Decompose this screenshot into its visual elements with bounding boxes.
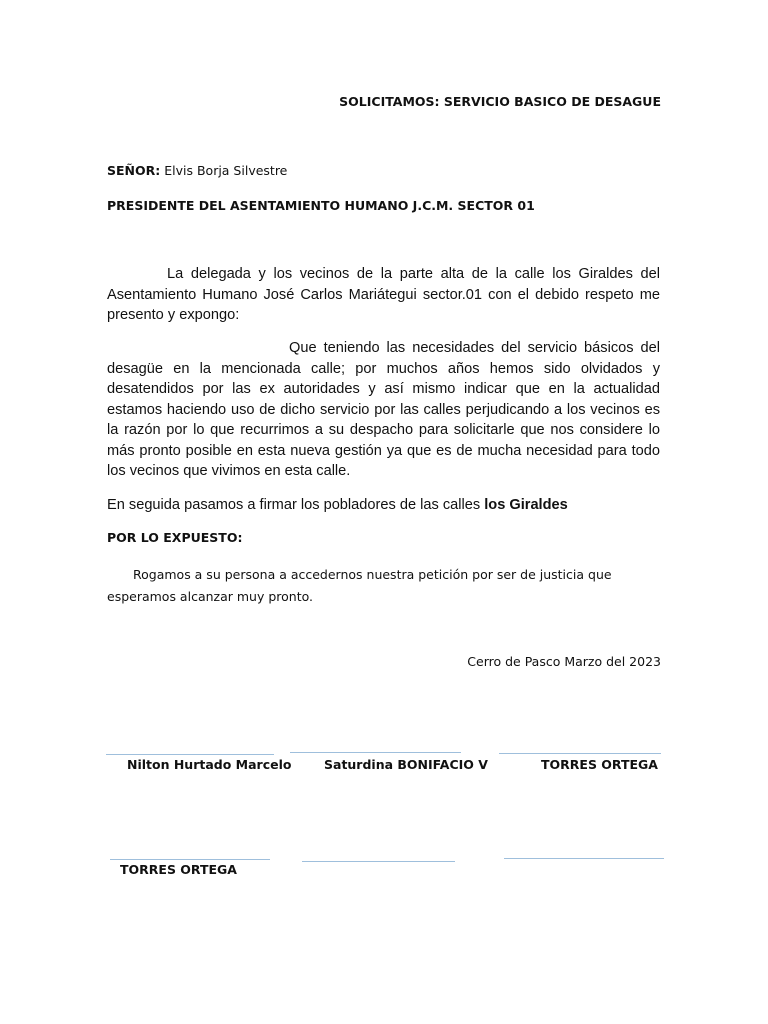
signature-line	[302, 861, 455, 862]
signature-name: Saturdina BONIFACIO V	[324, 757, 488, 772]
subject-line: SOLICITAMOS: SERVICIO BASICO DE DESAGUE	[339, 94, 661, 109]
signature-name: TORRES ORTEGA	[120, 862, 237, 877]
paragraph-signing-text: En seguida pasamos a firmar los pobladores de las calles	[107, 497, 485, 513]
signature-name: Nilton Hurtado Marcelo	[127, 757, 292, 772]
signature-line	[110, 859, 270, 860]
recipient-label: SEÑOR:	[107, 163, 161, 178]
signature-line	[499, 753, 661, 754]
recipient-title: PRESIDENTE DEL ASENTAMIENTO HUMANO J.C.M. SECTOR 01	[107, 198, 535, 213]
date-line: Cerro de Pasco Marzo del 2023	[467, 654, 661, 669]
closing-request: Rogamos a su persona a accedernos nuestra petición por ser de justicia que esperamos alcanzar muy pronto.	[107, 567, 612, 604]
signature-name: TORRES ORTEGA	[541, 757, 658, 772]
paragraph-body: Que teniendo las necesidades del servicio básicos del desagüe en la mencionada calle; por muchos años hemos sido olvidados y desatendidos por las ex autoridades y así mismo indicar que en la actualidad estamos haciendo uso de dicho servicio por las calles perjudicando a los vecinos es la razón por lo que recurrimos a su despacho para solicitarle que nos considere lo más pronto posible en esta nueva gestión ya que es de mucha necesidad para todo los vecinos que vivimos en esta calle.	[107, 340, 660, 479]
paragraph-intro: La delegada y los vecinos de la parte alta de la calle los Giraldes del Asentamiento Humano José Carlos Mariátegui sector.01 con el debido respeto me presento y expongo:	[107, 266, 660, 323]
expuesto-heading: POR LO EXPUESTO:	[107, 530, 243, 545]
signature-line	[504, 858, 664, 859]
recipient-line	[107, 163, 287, 178]
street-name: los Giraldes	[484, 497, 568, 513]
signature-line	[106, 754, 274, 755]
signature-line	[290, 752, 461, 753]
recipient-name: Elvis Borja Silvestre	[160, 163, 288, 178]
paragraph-signing	[107, 495, 660, 516]
